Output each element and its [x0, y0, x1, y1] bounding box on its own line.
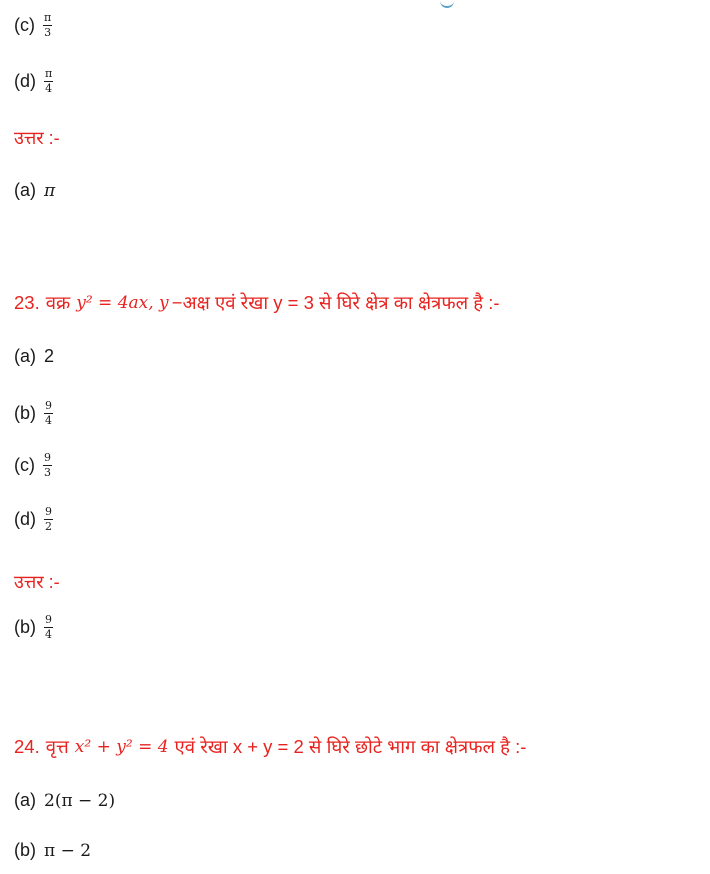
answer-value: π: [44, 180, 56, 201]
option-value: 2(π − 2): [44, 790, 116, 811]
option-label: (b): [14, 617, 36, 637]
question-23: [14, 290, 500, 315]
question-lead: वक्र: [45, 292, 71, 313]
option-label: (c): [14, 15, 35, 35]
question-text: −अक्ष एवं रेखा y = 3 से घिरे क्षेत्र का क्षेत्रफल है :-: [171, 292, 500, 313]
clipped-heading-fragment: [440, 0, 454, 8]
fraction: $\frac{9}{4}$: [45, 399, 52, 427]
question-lead: वृत्त: [45, 736, 69, 757]
option-b-q24: [14, 840, 91, 861]
option-a-q23: [14, 346, 54, 367]
question-number: 23.: [14, 291, 40, 313]
question-expression: y² = 4ax, y: [76, 292, 169, 313]
answer-heading-q23: उत्तर :-: [14, 572, 60, 592]
option-label: (a): [14, 346, 36, 366]
question-24: [14, 734, 526, 759]
fraction: $\frac{9}{2}$: [45, 505, 52, 533]
option-value: π − 2: [44, 840, 92, 861]
option-label: (c): [14, 455, 35, 475]
option-d-q23: [14, 506, 53, 533]
option-d-prev: [14, 68, 53, 95]
answer-q23: [14, 614, 53, 641]
question-text: एवं रेखा x + y = 2 से घिरे छोटे भाग का क्षेत्रफल है :-: [174, 736, 527, 757]
fraction: $\frac{9}{4}$: [45, 613, 52, 641]
option-label: (d): [14, 509, 36, 529]
fraction: $\frac{\pi}{3}$: [44, 11, 52, 39]
fraction: $\frac{9}{3}$: [44, 451, 51, 479]
option-a-q24: [14, 790, 115, 811]
question-expression: x² + y² = 4: [74, 736, 169, 757]
option-value: 2: [44, 346, 55, 366]
option-label: (d): [14, 71, 36, 91]
option-label: (b): [14, 403, 36, 423]
option-label: (a): [14, 180, 36, 200]
option-label: (a): [14, 790, 36, 810]
option-c-q23: [14, 452, 52, 479]
option-c-prev: [14, 12, 52, 39]
option-b-q23: [14, 400, 53, 427]
answer-heading-prev: उत्तर :-: [14, 128, 60, 148]
question-number: 24.: [14, 735, 40, 757]
fraction: $\frac{\pi}{4}$: [45, 67, 53, 95]
option-label: (b): [14, 840, 36, 860]
answer-prev: [14, 180, 55, 201]
